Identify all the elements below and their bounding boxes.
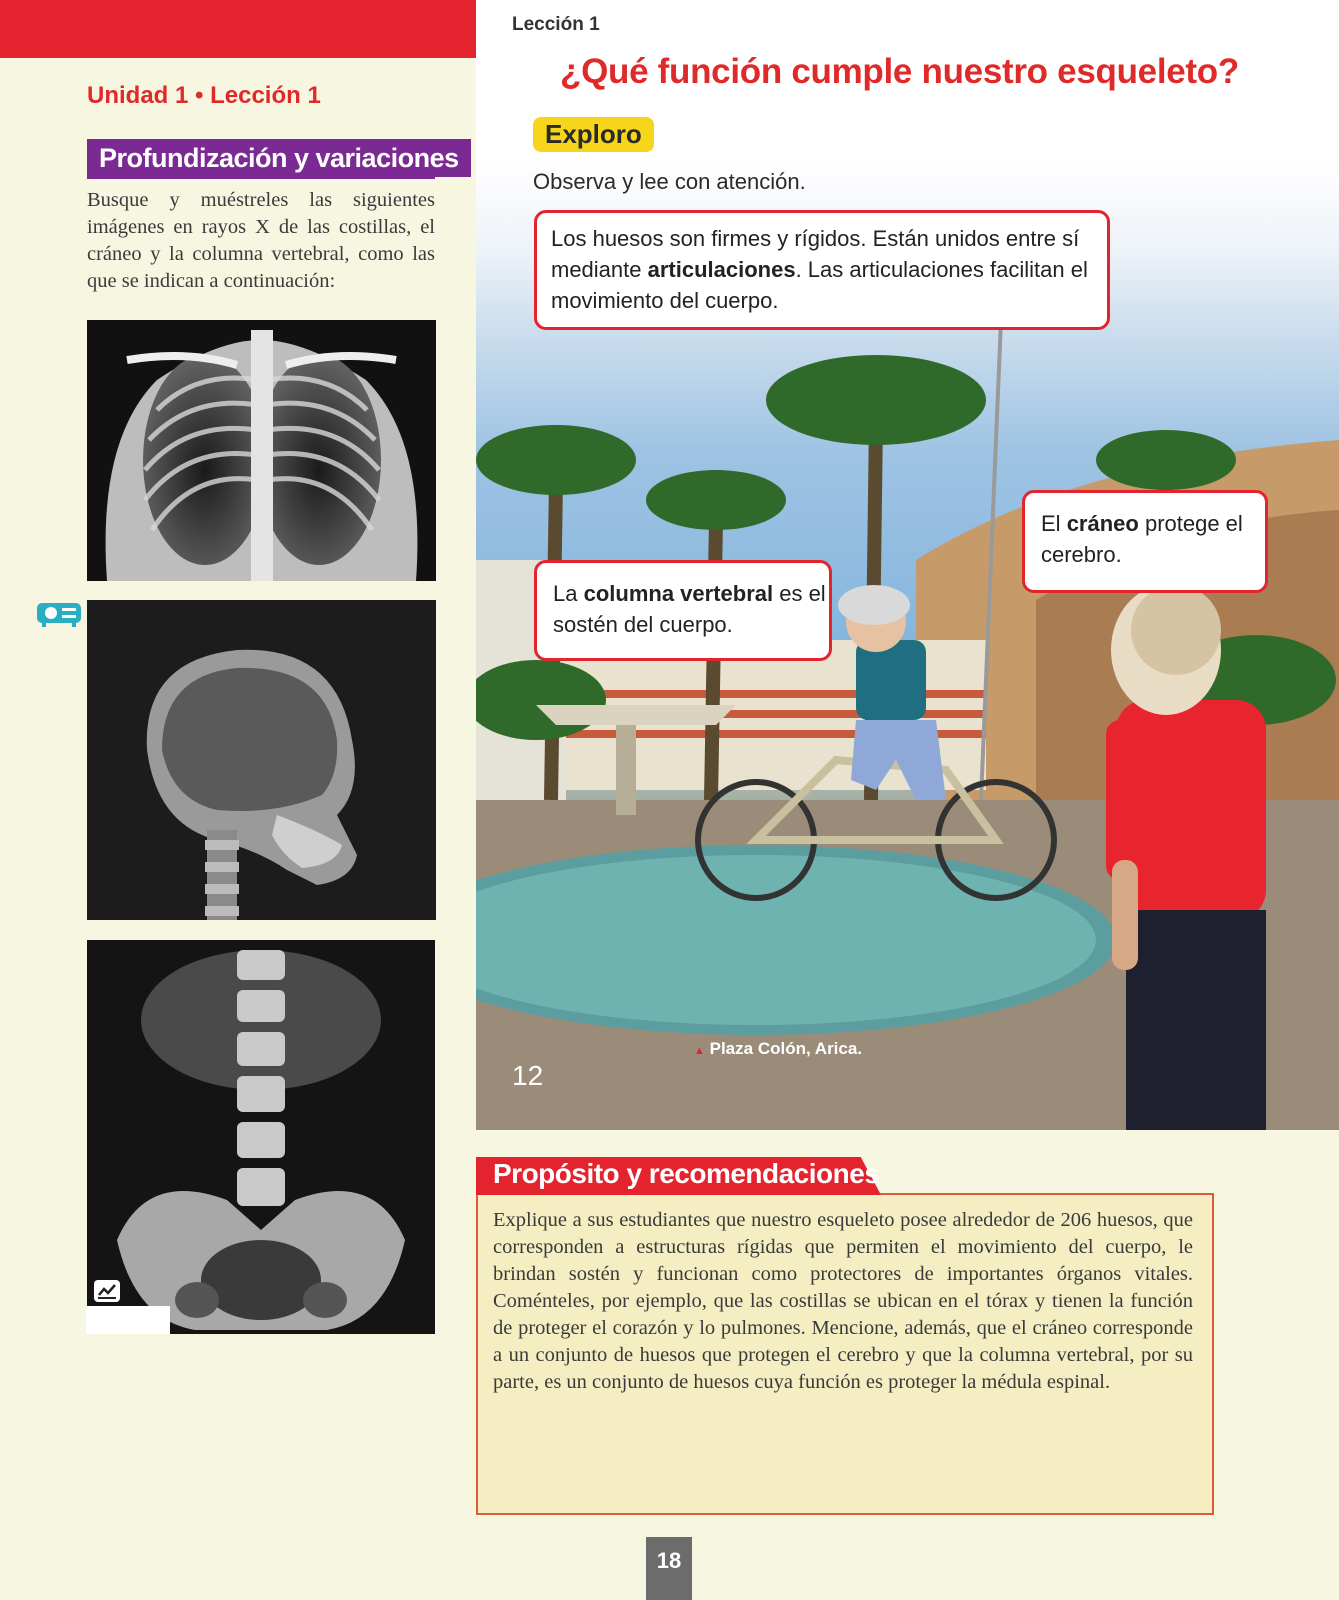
projector-icon xyxy=(36,600,82,628)
unit-lesson-heading: Unidad 1 • Lección 1 xyxy=(87,82,321,109)
chest-xray-image xyxy=(87,320,436,581)
callout-spine: La columna vertebral es el sostén del cuerpo. xyxy=(534,560,832,661)
section-title: Profundización y variaciones xyxy=(87,139,471,177)
page-title: ¿Qué función cumple nuestro esqueleto? xyxy=(560,52,1239,91)
activity-icon xyxy=(94,1280,120,1302)
purpose-text: Explique a sus estudiantes que nuestro esqueleto posee alrededor de 206 huesos, que corresponden a estructuras rígidas que permiten el movimiento del cuerpo, le brindan sostén y funcionan como protectores de importantes órganos vitales. Coménteles, por ejemplo, que las costillas se ubican en el tórax y tienen la función de proteger el corazón y lo pulmones. Mencione, además, que el cráneo corresponde a un conjunto de huesos que protegen el cerebro y que la columna vertebral, por su parte, es un conjunto de huesos cuya función es proteger la médula espinal. xyxy=(493,1209,1193,1393)
callout-bones: Los huesos son firmes y rígidos. Están unidos entre sí mediante articulaciones. Las articulaciones facilitan el movimiento del cuerpo. xyxy=(534,210,1110,330)
spine-xray-image xyxy=(87,940,435,1334)
skull-xray-image xyxy=(87,600,436,920)
top-red-band xyxy=(0,0,476,58)
caption-triangle-icon: ▲ xyxy=(694,1045,705,1057)
photo-caption: ▲ Plaza Colón, Arica. xyxy=(694,1039,863,1058)
callout-skull: El cráneo protege el cerebro. xyxy=(1022,490,1268,593)
exploro-label: Exploro xyxy=(533,117,654,152)
lesson-tab: Lección 1 xyxy=(512,14,600,35)
section-divider xyxy=(87,177,435,179)
purpose-title: Propósito y recomendaciones xyxy=(493,1158,880,1189)
page-number: 18 xyxy=(646,1537,692,1600)
observa-instruction: Observa y lee con atención. xyxy=(533,169,806,194)
image-credit-box xyxy=(86,1306,170,1334)
inner-page-number: 12 xyxy=(512,1060,544,1091)
instructions-text: Busque y muéstreles las siguientes imágenes en rayos X de las costillas, el cráneo y la columna vertebral, como las que se indican a continuación: xyxy=(87,189,435,292)
